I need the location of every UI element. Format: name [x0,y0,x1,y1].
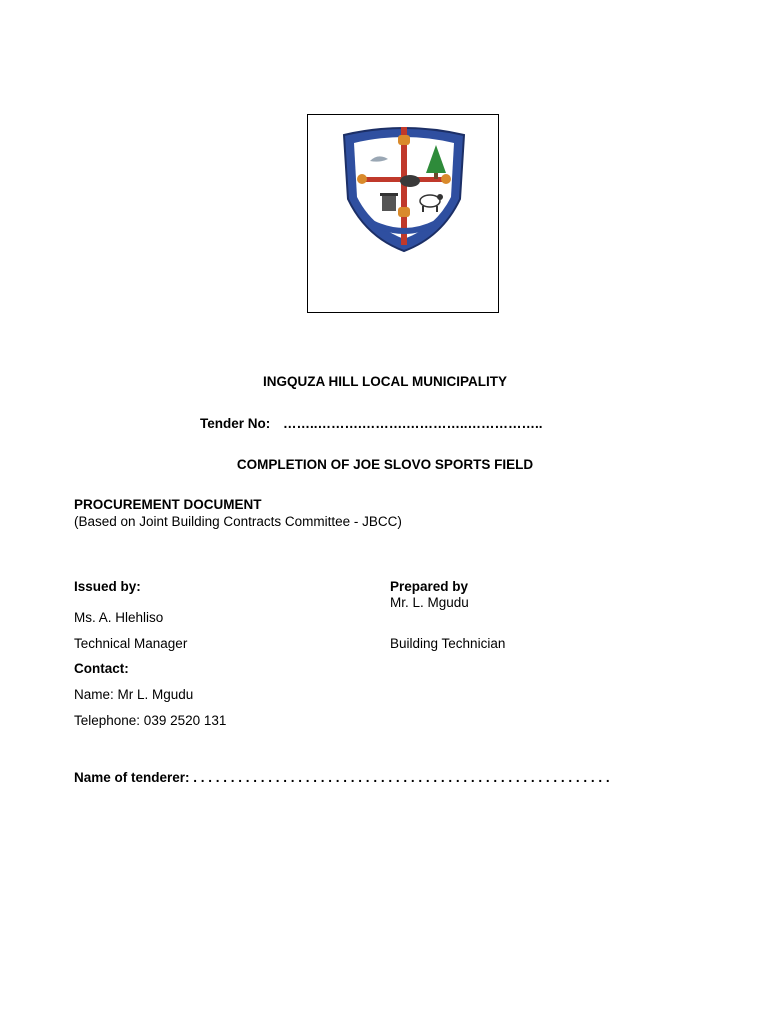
contact-label: Contact: [74,661,129,676]
prepared-by-label: Prepared by [390,579,469,594]
tender-number-value: ……..……….……….…………..…………….. [283,416,543,431]
municipality-title: INGQUZA HILL LOCAL MUNICIPALITY [263,374,507,389]
municipal-crest-frame [307,114,499,313]
prepared-by-role: Building Technician [390,636,506,651]
issued-by-label: Issued by: [74,579,141,594]
contact-telephone: Telephone: 039 2520 131 [74,713,227,728]
municipal-crest-icon [332,121,476,255]
tenderer-name-field: Name of tenderer: . . . . . . . . . . . . . . . . . . . . . . . . . . . . . . . . . . . . . . . . . . . . . . . . . . . . . . . . [74,770,610,785]
procurement-subheading: (Based on Joint Building Contracts Committee - JBCC) [74,514,402,529]
tender-number-label: Tender No: [200,416,271,431]
issued-by-name: Ms. A. Hlehliso [74,610,164,625]
procurement-heading: PROCUREMENT DOCUMENT [74,497,262,512]
prepared-by-name: Mr. L. Mgudu [390,595,469,610]
project-title: COMPLETION OF JOE SLOVO SPORTS FIELD [236,457,534,472]
contact-name: Name: Mr L. Mgudu [74,687,194,702]
issued-by-role: Technical Manager [74,636,188,651]
